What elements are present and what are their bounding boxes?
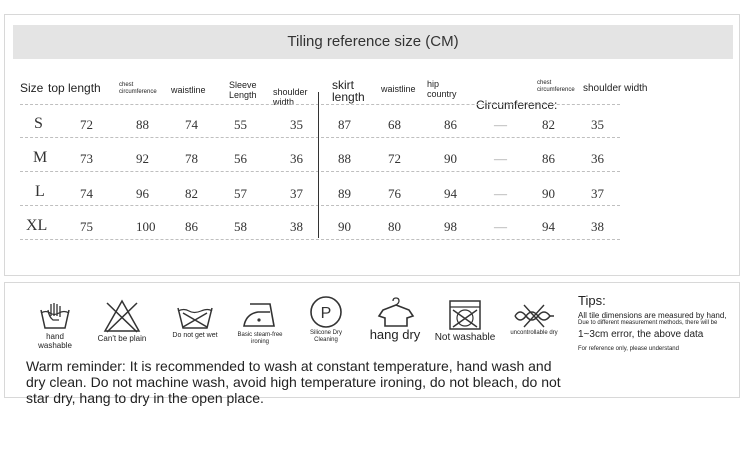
cell-hip: 86: [444, 117, 457, 132]
cell-top-length: 72: [80, 117, 93, 132]
header-size: Size: [20, 81, 44, 95]
cell-skirt: 90: [338, 219, 351, 234]
header-waistline: waistline: [171, 85, 206, 95]
care-item-no-wring: [506, 302, 562, 337]
care-label: Silicone Dry Cleaning: [309, 330, 342, 343]
hang-dry-icon: [375, 296, 415, 328]
header-chest-circumference-2: chest circumference: [537, 80, 575, 93]
care-item-dry-clean: [298, 294, 354, 344]
cell-hip: 94: [444, 186, 457, 201]
row-divider: [20, 104, 620, 105]
care-item-hang-dry: [362, 296, 428, 342]
svg-text:P: P: [320, 305, 332, 322]
iron-icon: [240, 296, 280, 332]
header-sleeve-length: Sleeve Length: [229, 80, 257, 100]
tips-title: Tips:: [578, 293, 606, 308]
cell-circ: —: [494, 186, 507, 201]
header-hip-country: hip country: [427, 79, 457, 99]
header-shoulder-width: shoulder width: [273, 87, 308, 107]
cell-circ: —: [494, 117, 507, 132]
cell-shoulder-2: 36: [591, 151, 604, 166]
care-item-iron: [230, 296, 290, 346]
care-label: hang dry: [369, 327, 421, 342]
cell-shoulder-2: 35: [591, 117, 604, 132]
care-label: Can't be plain: [97, 334, 147, 343]
header-shoulder-width-2: shoulder width: [583, 83, 648, 94]
cell-skirt: 87: [338, 117, 351, 132]
size-chart-panel: [4, 14, 740, 276]
cell-chest: 100: [136, 219, 156, 234]
cell-sleeve: 57: [234, 186, 247, 201]
cell-chest-2: 90: [542, 186, 555, 201]
cell-sleeve: 55: [234, 117, 247, 132]
cell-waist: 74: [185, 117, 198, 132]
cell-shoulder: 38: [290, 219, 303, 234]
care-label: Not washable: [434, 332, 496, 343]
chart-title: Tiling reference size (CM): [13, 25, 733, 59]
cell-shoulder: 35: [290, 117, 303, 132]
no-bleach-icon: [102, 298, 142, 334]
tips-line: Due to different measurement methods, there will be: [578, 320, 718, 326]
cell-hip: 90: [444, 151, 457, 166]
header-chest-circumference: chest circumference: [119, 82, 157, 95]
cell-waist: 82: [185, 186, 198, 201]
cell-waist-2: 68: [388, 117, 401, 132]
cell-chest-2: 86: [542, 151, 555, 166]
header-top-length: top length: [48, 81, 101, 95]
no-wring-icon: [512, 302, 556, 330]
tips-box: [578, 294, 738, 353]
warm-reminder: Warm reminder: It is recommended to wash at constant temperature, hand wash and dry clean. Do not machine wash, avoid high temperature ironing, do not bleach, do not star dry, hang to dry in the open place.: [26, 358, 561, 406]
cell-chest-2: 82: [542, 117, 555, 132]
row-divider: [20, 137, 620, 138]
header-circumference: Circumference:: [476, 98, 558, 112]
dry-clean-icon: [308, 294, 344, 330]
care-item-no-machine-wash: [432, 298, 498, 343]
care-item-no-bleach: [90, 298, 154, 343]
cell-size: L: [35, 183, 45, 200]
header-skirt-length: skirt length: [332, 78, 365, 104]
cell-chest: 96: [136, 186, 149, 201]
row-divider: [20, 171, 620, 172]
care-item-do-not-wet: [164, 304, 226, 339]
row-divider: [20, 239, 620, 240]
cell-waist-2: 76: [388, 186, 401, 201]
cell-top-length: 75: [80, 219, 93, 234]
do-not-wet-icon: [175, 304, 215, 332]
care-label: Do not get wet: [172, 332, 218, 339]
cell-circ: —: [494, 219, 507, 234]
tips-line: All tile dimensions are measured by hand,: [578, 311, 727, 320]
cell-skirt: 89: [338, 186, 351, 201]
tips-line: 1~3cm error, the above data: [578, 329, 704, 340]
cell-size: S: [34, 115, 43, 132]
tips-line: For reference only, please understand: [578, 346, 679, 352]
row-divider: [20, 205, 620, 206]
cell-hip: 98: [444, 219, 457, 234]
cell-shoulder: 36: [290, 151, 303, 166]
care-label: uncontrollable dry: [510, 330, 558, 336]
cell-waist: 86: [185, 219, 198, 234]
header-waistline-2: waistline: [381, 84, 416, 94]
cell-waist-2: 72: [388, 151, 401, 166]
cell-chest: 92: [136, 151, 149, 166]
column-separator: [318, 92, 319, 238]
cell-top-length: 74: [80, 186, 93, 201]
cell-skirt: 88: [338, 151, 351, 166]
no-machine-wash-icon: [447, 298, 483, 332]
hand-wash-icon: [37, 300, 73, 332]
cell-sleeve: 58: [234, 219, 247, 234]
cell-size: XL: [26, 217, 48, 234]
cell-size: M: [33, 149, 48, 166]
cell-waist: 78: [185, 151, 198, 166]
cell-shoulder-2: 37: [591, 186, 604, 201]
care-label: Basic steam-free ironing: [237, 332, 283, 345]
cell-shoulder-2: 38: [591, 219, 604, 234]
cell-chest-2: 94: [542, 219, 555, 234]
care-item-hand-wash: [30, 300, 80, 350]
cell-waist-2: 80: [388, 219, 401, 234]
cell-chest: 88: [136, 117, 149, 132]
cell-top-length: 73: [80, 151, 93, 166]
cell-shoulder: 37: [290, 186, 303, 201]
cell-circ: —: [494, 151, 507, 166]
cell-sleeve: 56: [234, 151, 247, 166]
care-label: hand washable: [38, 332, 72, 350]
